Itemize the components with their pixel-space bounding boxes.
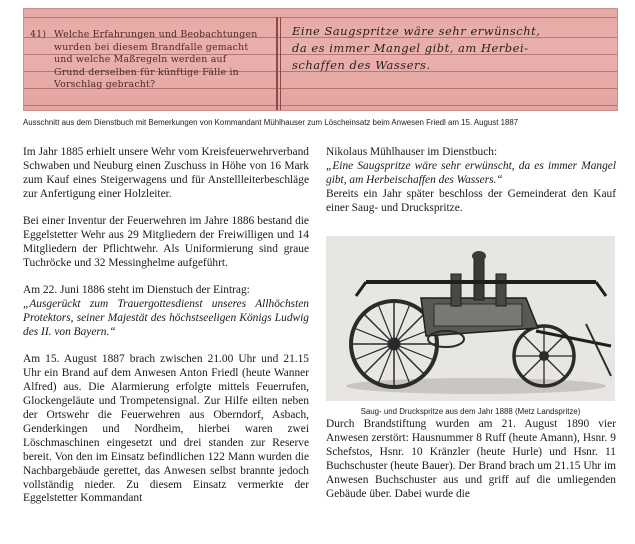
quote-text: „Ausgerückt zum Trauergottesdienst unseres Allhöchsten Protektors, seiner Majestät des höchstseeligen Königs Ludwig des II. von Bayern.“ — [23, 298, 309, 338]
scan-column-divider — [280, 17, 281, 110]
scan-handwriting — [292, 23, 612, 74]
quote-intro: Nikolaus Mühlhauser im Dienstbuch: — [326, 146, 498, 158]
scan-rule — [24, 17, 617, 18]
quote-text: „Eine Saugspritze wäre sehr erwünscht, da es immer Mangel gibt, am Herbeischaffen des Wassers.“ — [326, 159, 616, 186]
handwriting-line: da es immer Mangel gibt, am Herbei- — [292, 41, 529, 55]
right-column-bottom — [326, 418, 616, 515]
scan-rule — [24, 105, 617, 106]
scan-question — [30, 29, 265, 92]
paragraph: Bereits ein Jahr später beschloss der Gemeinderat den Kauf einer Saug- und Druckspritze. — [326, 187, 616, 214]
right-column-top — [326, 146, 616, 216]
logbook-scan — [23, 8, 618, 111]
scan-question-line: wurden bei diesem Brandfalle gemacht — [54, 41, 249, 53]
handwriting-line: schaffen des Wassers. — [292, 58, 431, 72]
scan-caption: Ausschnitt aus dem Dienstbuch mit Bemerkungen von Kommandant Mühlhauser zum Löscheinsatz beim Anwesen Friedl am 15. August 1887 — [23, 118, 519, 127]
paragraph: Am 15. August 1887 brach zwischen 21.00 Uhr und 21.15 Uhr ein Brand auf dem Anwesen Anton Friedl (heute Wanner Alfred) aus. Die Alarmierung erfolgte mittels Feuerrufen, Glockengeläute und Trompetensignal. Zur Hilfe eilten neben der Ortswehr die Feuerwehren aus Oberndorf, Asbach, Genderkingen und Nordheim, hierbei waren zwei Löschmaschinen eingesetzt und drei standen zur Reserve bereit. Von den im Einsatz befindlichen 122 Mann wurden die Nachbargebäude gerettet, das Anwesen selbst brannte jedoch vollständig nieder. Zu diesem Einsatz vermerkte der Eggelstetter Kommandant — [23, 353, 309, 505]
left-column — [23, 146, 309, 520]
paragraph: Bei einer Inventur der Feuerwehren im Jahre 1886 bestand die Eggelstetter Wehr aus 29 Mitgliedern der Freiwilligen und 14 Mitgliedern der Pflichtwehr. Als Uniformierung sind graue Tuchröcke und 32 Messinghelme aufgeführt. — [23, 215, 309, 269]
scan-question-line: Vorschlag gebracht? — [54, 79, 156, 90]
scan-question-line: und welche Maßregeln werden auf — [54, 54, 227, 65]
quote-intro: Am 22. Juni 1886 steht im Dienstuch der Eintrag: — [23, 284, 250, 297]
fire-pump-drawing — [326, 236, 615, 401]
scan-column-divider — [276, 17, 278, 110]
illustration-caption: Saug- und Druckspritze aus dem Jahr 1888 (Metz Landspritze) — [360, 407, 581, 416]
scan-question-line: Welche Erfahrungen und Beobachtungen — [54, 29, 258, 40]
paragraph: Durch Brandstiftung wurden am 21. August 1890 vier Anwesen zerstört: Hausnummer 8 Ruff (heute Amann), Hsnr. 9 Schefstos, Hsnr. 10 Kränzler (heute Hurle) und Hsnr. 11 Buchschuster (heute Bauer). Der Brand brach um 21.15 Uhr im Anwesen Buchschuster aus und griff auf die umliegenden Gebäude über. Dabei wurde die — [326, 418, 616, 500]
scan-question-number: 41) — [30, 29, 47, 40]
paragraph: Im Jahr 1885 erhielt unsere Wehr vom Kreisfeuerwehrverband Schwaben und Neuburg einen Zuschuss in Höhe von 16 Mark zum Kauf eines Steigerwagens und für Anstellleiterbeschläge zur Anfertigung einer Holzleiter. — [23, 146, 309, 200]
fire-pump-illustration — [326, 236, 615, 401]
scan-question-line: Grund derselben für künftige Fälle in — [54, 66, 239, 78]
paragraph-quote-block — [23, 284, 309, 340]
handwriting-line: Eine Saugspritze wäre sehr erwünscht, — [292, 24, 541, 38]
